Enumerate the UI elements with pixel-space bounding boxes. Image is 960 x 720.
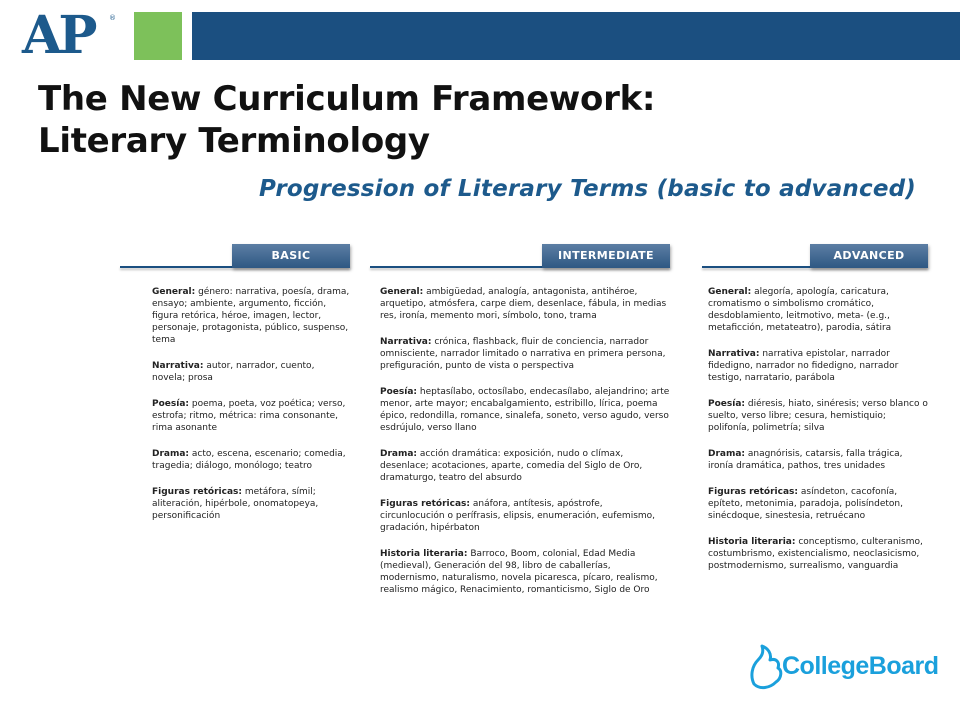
term-list: acción dramática: exposición, nudo o clímax, desenlace; acotaciones, aparte, comedia del Siglo de Oro, dramaturgo, teatro del absurdo <box>380 449 643 483</box>
term-list: acto, escena, escenario; comedia, tragedia; diálogo, monólogo; teatro <box>152 449 346 471</box>
term-list: autor, narrador, cuento, novela; prosa <box>152 361 315 383</box>
term-entry <box>708 486 928 522</box>
term-list: anagnórisis, catarsis, falla trágica, ironía dramática, pathos, tres unidades <box>708 449 903 471</box>
collegeboard-logo-text: CollegeBoard <box>782 652 939 680</box>
term-entry <box>380 286 670 322</box>
term-category: Figuras retóricas: <box>152 487 242 497</box>
term-category: Drama: <box>708 449 746 459</box>
term-entry <box>380 448 670 484</box>
ap-logo <box>22 5 116 66</box>
term-category: Poesía: <box>380 387 417 397</box>
term-category: Poesía: <box>708 399 745 409</box>
term-category: General: <box>708 287 752 297</box>
term-category: Drama: <box>152 449 190 459</box>
intermediate-column <box>370 244 670 610</box>
term-entry <box>380 336 670 372</box>
basic-label: BASIC <box>232 244 350 268</box>
term-entry <box>152 448 350 472</box>
term-entry <box>152 398 350 434</box>
term-category: Historia literaria: <box>708 537 796 547</box>
slide-title <box>38 78 655 162</box>
term-category: Historia literaria: <box>380 549 468 559</box>
term-list: asíndeton, cacofonía, epíteto, metonimia, paradoja, polisíndeton, sinécdoque, sinestesia, retruécano <box>708 487 903 521</box>
basic-column <box>120 244 350 536</box>
collegeboard-logo <box>748 640 938 692</box>
term-category: Figuras retóricas: <box>708 487 798 497</box>
basic-column-header <box>120 244 350 272</box>
registered-mark: ® <box>109 14 116 22</box>
term-list: metáfora, símil; aliteración, hipérbole, onomatopeya, personificación <box>152 487 319 521</box>
intermediate-column-header <box>370 244 670 272</box>
term-entry <box>380 386 670 434</box>
slide-title-line-1: The New Curriculum Framework: <box>38 79 656 119</box>
advanced-label: ADVANCED <box>810 244 928 268</box>
term-entry <box>152 486 350 522</box>
intermediate-label: INTERMEDIATE <box>542 244 670 268</box>
term-list: conceptismo, culteranismo, costumbrismo, existencialismo, neoclasicismo, postmodernismo, surrealismo, vanguardia <box>708 537 923 571</box>
term-entry <box>380 498 670 534</box>
term-entry <box>380 548 670 596</box>
ap-logo-text: AP <box>22 5 94 66</box>
term-list: género: narrativa, poesía, drama, ensayo; ambiente, argumento, ficción, figura retórica, héroe, imagen, lector, personaje, protagonista, público, suspenso, tema <box>152 287 350 345</box>
term-list: crónica, flashback, fluir de conciencia, narrador omnisciente, narrador limitado o narrativa en primera persona, prefiguración, punto de vista o perspectiva <box>380 337 666 371</box>
term-category: Drama: <box>380 449 418 459</box>
term-list: Barroco, Boom, colonial, Edad Media (medieval), Generación del 98, libro de caballerías, modernismo, naturalismo, novela picaresca, pícaro, realismo, realismo mágico, Renacimiento, romanticismo, Siglo de Oro <box>380 549 658 595</box>
term-category: Narrativa: <box>152 361 204 371</box>
intermediate-column-body <box>370 286 670 596</box>
term-category: Narrativa: <box>380 337 432 347</box>
term-entry <box>708 448 928 472</box>
term-list: heptasílabo, octosílabo, endecasílabo, alejandrino; arte menor, arte mayor; encabalgamiento, estribillo, lírica, poema épico, redondilla, romance, sinalefa, soneto, verso agudo, verso esdrújulo, verso llano <box>380 387 670 433</box>
term-list: poema, poeta, voz poética; verso, estrofa; ritmo, métrica: rima consonante, rima asonante <box>152 399 346 433</box>
slide-title-line-2: Literary Terminology <box>38 121 430 161</box>
term-list: diéresis, hiato, sinéresis; verso blanco o suelto, verso libre; cesura, hemistiquio; polifonía, polimetría; silva <box>708 399 928 433</box>
term-entry <box>152 286 350 346</box>
term-category: General: <box>380 287 424 297</box>
term-entry <box>152 360 350 384</box>
term-entry <box>708 348 928 384</box>
term-category: Poesía: <box>152 399 189 409</box>
term-category: Narrativa: <box>708 349 760 359</box>
basic-column-body <box>120 286 350 522</box>
term-category: Figuras retóricas: <box>380 499 470 509</box>
term-list: ambigüedad, analogía, antagonista, antihéroe, arquetipo, atmósfera, carpe diem, desenlace, fábula, in medias res, ironía, memento mori, símbolo, tono, trama <box>380 287 667 321</box>
advanced-column <box>702 244 928 586</box>
advanced-column-body <box>702 286 928 572</box>
term-list: narrativa epistolar, narrador fidedigno, narrador no fidedigno, narrador testigo, narratario, parábola <box>708 349 899 383</box>
term-entry <box>708 536 928 572</box>
term-list: alegoría, apología, caricatura, cromatismo o simbolismo cromático, desdoblamiento, leitmotivo, meta- (e.g., metaficción, metateatro), parodia, sátira <box>708 287 892 333</box>
header-bar <box>192 12 960 60</box>
slide-subtitle: Progression of Literary Terms (basic to advanced) <box>258 176 916 202</box>
term-category: General: <box>152 287 196 297</box>
term-list: anáfora, antítesis, apóstrofe, circunlocución o perífrasis, elipsis, enumeración, eufemismo, gradación, hipérbaton <box>380 499 656 533</box>
advanced-column-header <box>702 244 928 272</box>
term-entry <box>708 286 928 334</box>
green-accent-square <box>134 12 182 60</box>
term-entry <box>708 398 928 434</box>
